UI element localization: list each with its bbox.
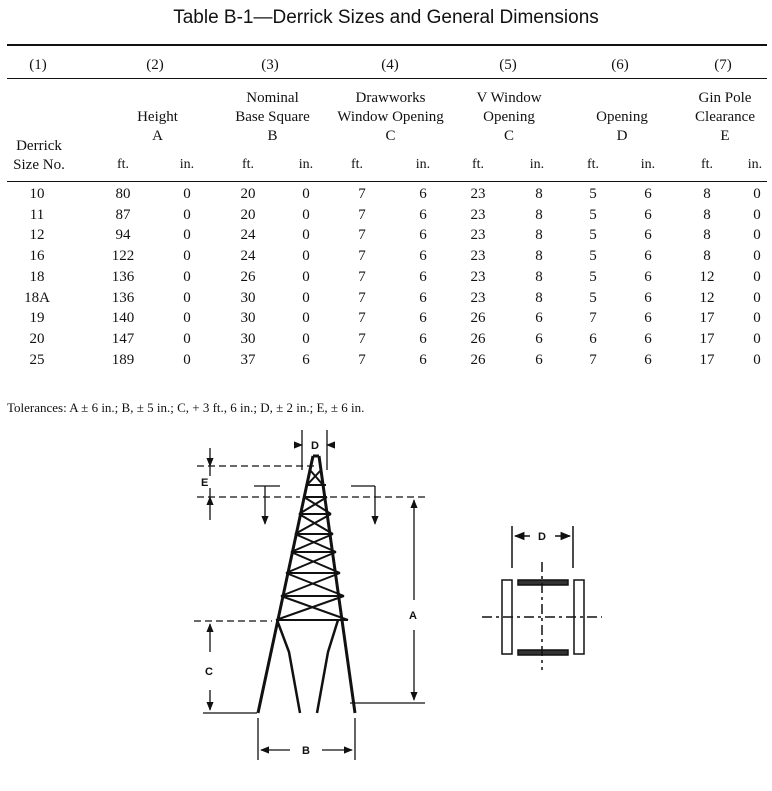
header-drawworks-window-opening: Drawworks Window Opening C: [337, 90, 444, 144]
header-gin-pole-clearance: Gin Pole Clearance E: [695, 90, 755, 144]
unit-label: in.: [179, 157, 195, 172]
column-opening-ft: 5 5 5 5 5 5 7 6 7: [589, 186, 597, 368]
label-d-plan: D: [538, 531, 546, 543]
unit-label: in.: [747, 157, 763, 172]
header-v-window-opening: V Window Opening C: [476, 90, 542, 144]
unit-label: ft.: [241, 157, 255, 172]
column-base-in: 0 0 0 0 0 0 0 0 6: [302, 186, 310, 368]
column-v-window-in: 8 8 8 8 8 8 6 6 6: [535, 186, 543, 368]
plan-view: [482, 526, 602, 670]
derrick-tower: [258, 456, 355, 713]
column-number-3: (3): [261, 57, 279, 73]
column-number-5: (5): [499, 57, 517, 73]
label-c: C: [205, 666, 213, 678]
header-derrick-size: Derrick Size No.: [13, 138, 65, 173]
column-base-ft: 20 20 24 24 26 30 30 30 37: [240, 186, 256, 368]
table-title: Table B-1—Derrick Sizes and General Dimensions: [173, 7, 599, 28]
tolerances-note: Tolerances: A ± 6 in.; B, ± 5 in.; C, + 3 ft., 6 in.; D, ± 2 in.; E, ± 6 in.: [7, 400, 365, 415]
unit-label: ft.: [586, 157, 600, 172]
column-number-1: (1): [29, 57, 47, 73]
tower-bracing: [276, 470, 348, 620]
unit-label: in.: [640, 157, 656, 172]
v-window: [277, 620, 338, 713]
column-number-6: (6): [611, 57, 629, 73]
dimension-a: [330, 497, 425, 703]
column-drawworks-ft: 7 7 7 7 7 7 7 7 7: [358, 186, 366, 368]
unit-label: in.: [415, 157, 431, 172]
column-height-ft: 80 87 94 122 136 136 140 147 189: [111, 186, 135, 368]
unit-label: in.: [529, 157, 545, 172]
dimension-e: [197, 448, 375, 524]
column-size-no: 10 11 12 16 18 18A 19 20 25: [24, 186, 50, 368]
label-d-top: D: [311, 440, 319, 452]
unit-label: ft.: [700, 157, 714, 172]
column-drawworks-in: 6 6 6 6 6 6 6 6 6: [419, 186, 427, 368]
column-number-4: (4): [381, 57, 399, 73]
label-b: B: [302, 745, 310, 757]
unit-label: in.: [298, 157, 314, 172]
column-number-7: (7): [714, 57, 732, 73]
column-gin-pole-ft: 8 8 8 8 12 12 17 17 17: [699, 186, 715, 368]
label-a: A: [409, 610, 417, 622]
column-gin-pole-in: 0 0 0 0 0 0 0 0 0: [753, 186, 761, 368]
unit-label: ft.: [116, 157, 130, 172]
column-opening-in: 6 6 6 6 6 6 6 6 6: [644, 186, 652, 368]
header-height: Height A: [137, 109, 178, 144]
column-number-2: (2): [146, 57, 164, 73]
unit-label: ft.: [350, 157, 364, 172]
header-nominal-base-square: Nominal Base Square B: [235, 90, 310, 144]
unit-label: ft.: [471, 157, 485, 172]
label-e: E: [201, 477, 209, 489]
header-opening: Opening D: [596, 109, 648, 144]
column-v-window-ft: 23 23 23 23 23 23 26 26 26: [470, 186, 486, 368]
column-height-in: 0 0 0 0 0 0 0 0 0: [183, 186, 191, 368]
